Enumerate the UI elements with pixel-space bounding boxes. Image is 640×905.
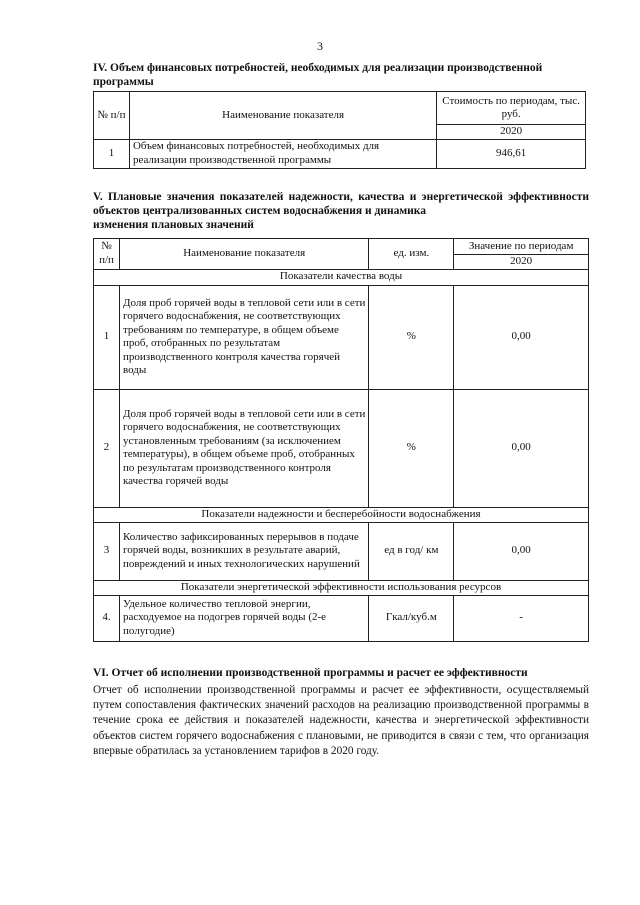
page-number: 3 (317, 39, 323, 53)
section-5-title (93, 190, 589, 232)
row-value: 0,00 (454, 389, 589, 507)
row-unit: % (369, 285, 454, 389)
table-row (94, 522, 589, 580)
row-unit: Гкал/куб.м (369, 595, 454, 641)
row-name: Количество зафиксированных перерывов в подаче горячей воды, возникших в результате аварий, повреждений и иных технологических нарушений (119, 522, 368, 580)
table-row (94, 389, 589, 507)
row-num: 1 (94, 139, 130, 168)
section-6-text: Отчет об исполнении производственной программы и расчет ее эффективности, осуществляемый путем сопоставления фактических значений расходов на реализацию производственной программы в течение срока ее действия и показателей надежности, качества и энергетической эффективности объектов систем горячего водоснабжения с плановыми, не приводится в связи с тем, что организация впервые обратилась за установлением тарифов в 2020 году. (93, 684, 589, 757)
col-header-num: № п/п (94, 92, 130, 140)
col-header-value: Значение по периодам (454, 239, 589, 255)
section-5-title-line1: V. Плановые значения показателей надежности, качества и энергетической эффективности объектов централизованных систем водоснабжения и динамика (93, 191, 589, 217)
row-name: Удельное количество тепловой энергии, расходуемое на подогрев горячей воды (2-е полугодие) (119, 595, 368, 641)
row-unit: ед в год/ км (369, 522, 454, 580)
group-header-energy: Показатели энергетической эффективности использования ресурсов (94, 580, 589, 595)
group-header-reliability: Показатели надежности и бесперебойности водоснабжения (94, 507, 589, 522)
table-row (94, 139, 586, 168)
col-header-name: Наименование показателя (119, 239, 368, 270)
group-header-quality: Показатели качества воды (94, 269, 589, 285)
section-6-title: VI. Отчет об исполнении производственной программы и расчет ее эффективности (93, 667, 528, 679)
row-value: 0,00 (454, 522, 589, 580)
row-name: Доля проб горячей воды в тепловой сети или в сети горячего водоснабжения, не соответствующих установленным требованиям (за исключением температуры), в общем объеме проб, отобранных по результатам производственного контроля качества горячей воды (119, 389, 368, 507)
row-unit: % (369, 389, 454, 507)
col-header-name: Наименование показателя (129, 92, 436, 140)
row-name: Объем финансовых потребностей, необходимых для реализации производственной программы (129, 139, 436, 168)
row-num: 2 (94, 389, 120, 507)
col-header-cost: Стоимость по периодам, тыс. руб. (437, 92, 586, 125)
indicators-table (93, 238, 589, 642)
row-num: 1 (94, 285, 120, 389)
section-4-title: IV. Объем финансовых потребностей, необходимых для реализации производственной программы (93, 62, 543, 88)
col-header-year: 2020 (437, 125, 586, 140)
col-header-year: 2020 (454, 255, 589, 270)
row-name: Доля проб горячей воды в тепловой сети или в сети горячего водоснабжения, не соответствующих требованиям по температуре, в общем объеме проб, отобранных по результатам производственного контроля качества горячей воды (119, 285, 368, 389)
row-value: - (454, 595, 589, 641)
table-row (94, 595, 589, 641)
table-row (94, 285, 589, 389)
row-value: 0,00 (454, 285, 589, 389)
row-num: 3 (94, 522, 120, 580)
col-header-unit: ед. изм. (369, 239, 454, 270)
row-value: 946,61 (437, 139, 586, 168)
financial-needs-table (93, 91, 586, 169)
col-header-num: № п/п (94, 239, 120, 270)
row-num: 4. (94, 595, 120, 641)
section-5-title-line2: изменения плановых значений (93, 219, 254, 231)
